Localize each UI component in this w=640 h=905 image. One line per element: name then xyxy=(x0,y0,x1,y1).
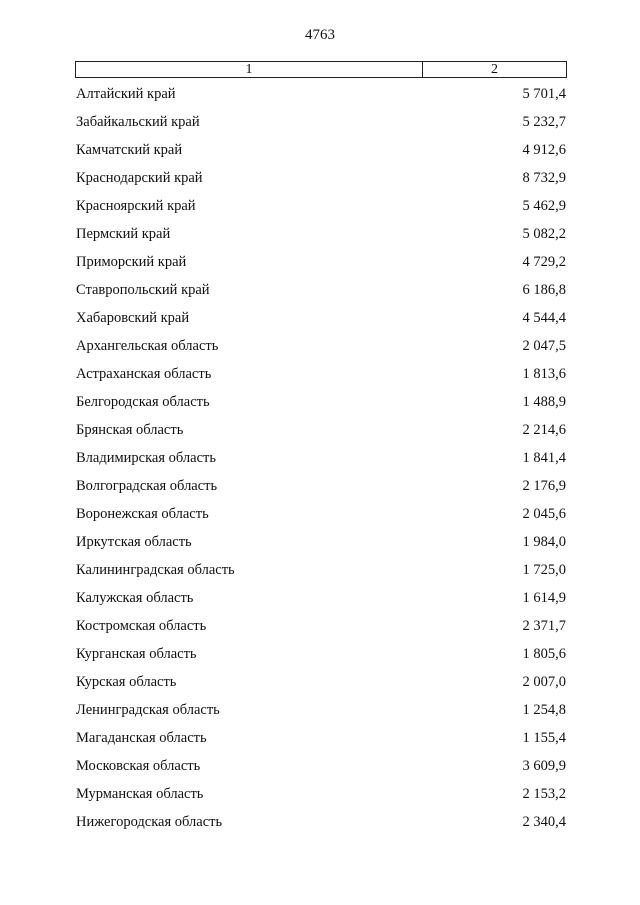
region-name: Магаданская область xyxy=(76,730,207,746)
region-value: 1 841,4 xyxy=(522,450,566,466)
region-value: 1 254,8 xyxy=(522,702,566,718)
region-name: Хабаровский край xyxy=(76,310,190,326)
region-value: 1 725,0 xyxy=(522,562,566,578)
table-row xyxy=(70,308,566,336)
region-value: 1 614,9 xyxy=(522,590,566,606)
table-row xyxy=(70,476,566,504)
table-row xyxy=(70,644,566,672)
region-name: Ставропольский край xyxy=(76,282,210,298)
region-value: 2 047,5 xyxy=(522,338,566,354)
table-row xyxy=(70,196,566,224)
table-row xyxy=(70,112,566,140)
table-row xyxy=(70,588,566,616)
region-name: Астраханская область xyxy=(76,366,212,382)
region-value: 2 153,2 xyxy=(522,786,566,802)
table-row xyxy=(70,364,566,392)
region-name: Воронежская область xyxy=(76,506,209,522)
table-row xyxy=(70,336,566,364)
region-value: 2 007,0 xyxy=(522,674,566,690)
region-value: 2 045,6 xyxy=(522,506,566,522)
region-value: 1 805,6 xyxy=(522,646,566,662)
table-row xyxy=(70,560,566,588)
region-name: Калининградская область xyxy=(76,562,235,578)
region-name: Мурманская область xyxy=(76,786,204,802)
table-row xyxy=(70,728,566,756)
region-name: Иркутская область xyxy=(76,534,192,550)
table-row xyxy=(70,392,566,420)
column-header-1: 1 xyxy=(76,62,423,77)
table-row xyxy=(70,84,566,112)
region-name: Брянская область xyxy=(76,422,184,438)
region-value: 1 984,0 xyxy=(522,534,566,550)
region-value: 8 732,9 xyxy=(522,170,566,186)
region-name: Костромская область xyxy=(76,618,207,634)
region-value: 2 371,7 xyxy=(522,618,566,634)
table-row xyxy=(70,224,566,252)
region-name: Ленинградская область xyxy=(76,702,220,718)
table-row xyxy=(70,252,566,280)
table-row xyxy=(70,756,566,784)
table-row xyxy=(70,504,566,532)
region-name: Белгородская область xyxy=(76,394,210,410)
table-header xyxy=(75,61,567,78)
table-row xyxy=(70,420,566,448)
region-value: 1 155,4 xyxy=(522,730,566,746)
region-value: 2 176,9 xyxy=(522,478,566,494)
region-value: 2 340,4 xyxy=(522,814,566,830)
region-value: 1 813,6 xyxy=(522,366,566,382)
table-row xyxy=(70,532,566,560)
region-name: Приморский край xyxy=(76,254,187,270)
region-name: Курганская область xyxy=(76,646,197,662)
region-name: Пермский край xyxy=(76,226,171,242)
region-name: Московская область xyxy=(76,758,201,774)
region-name: Нижегородская область xyxy=(76,814,223,830)
region-name: Калужская область xyxy=(76,590,194,606)
region-value: 1 488,9 xyxy=(522,394,566,410)
table-row xyxy=(70,168,566,196)
region-name: Владимирская область xyxy=(76,450,216,466)
table-row xyxy=(70,448,566,476)
region-value: 6 186,8 xyxy=(522,282,566,298)
table-row xyxy=(70,280,566,308)
region-name: Волгоградская область xyxy=(76,478,218,494)
region-name: Забайкальский край xyxy=(76,114,200,130)
region-value: 4 912,6 xyxy=(522,142,566,158)
region-value: 5 232,7 xyxy=(522,114,566,130)
table-row xyxy=(70,616,566,644)
table-row xyxy=(70,140,566,168)
region-value: 5 701,4 xyxy=(522,86,566,102)
region-name: Камчатский край xyxy=(76,142,183,158)
table-row xyxy=(70,700,566,728)
region-value: 4 729,2 xyxy=(522,254,566,270)
table-row xyxy=(70,812,566,840)
region-name: Архангельская область xyxy=(76,338,219,354)
region-name: Алтайский край xyxy=(76,86,176,102)
page-number: 4763 xyxy=(305,27,335,43)
table-body xyxy=(70,84,566,840)
region-name: Красноярский край xyxy=(76,198,196,214)
region-name: Краснодарский край xyxy=(76,170,203,186)
region-value: 2 214,6 xyxy=(522,422,566,438)
region-value: 4 544,4 xyxy=(522,310,566,326)
table-row xyxy=(70,672,566,700)
column-header-2: 2 xyxy=(491,62,498,77)
table-row xyxy=(70,784,566,812)
region-value: 5 462,9 xyxy=(522,198,566,214)
region-name: Курская область xyxy=(76,674,177,690)
region-value: 5 082,2 xyxy=(522,226,566,242)
region-value: 3 609,9 xyxy=(522,758,566,774)
